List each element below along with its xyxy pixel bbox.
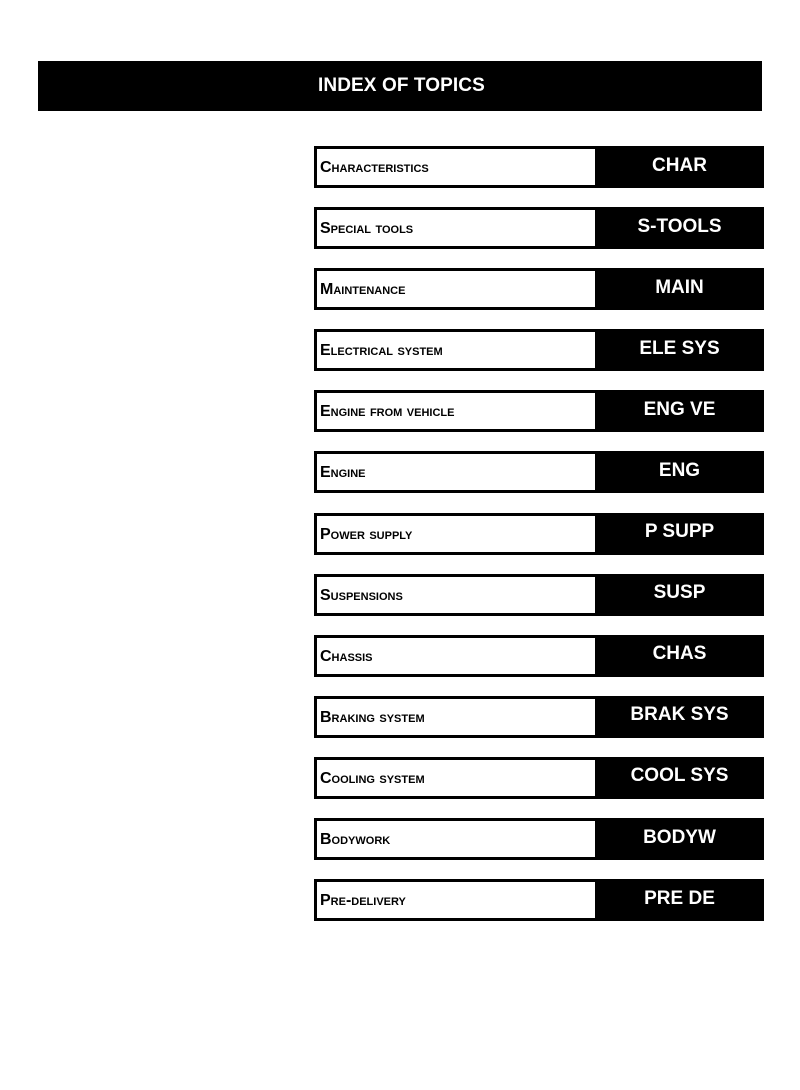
- topic-code-tab[interactable]: MAIN: [595, 268, 764, 310]
- topic-label: Pre-delivery: [314, 879, 595, 921]
- topic-code-tab[interactable]: COOL SYS: [595, 757, 764, 799]
- index-header-bar: [38, 61, 762, 111]
- topic-row-maintenance[interactable]: [314, 268, 764, 310]
- topic-label: Cooling system: [314, 757, 595, 799]
- topic-row-suspensions[interactable]: [314, 574, 764, 616]
- topic-row-braking-system[interactable]: [314, 696, 764, 738]
- topic-code-tab[interactable]: BODYW: [595, 818, 764, 860]
- topic-label: Electrical system: [314, 329, 595, 371]
- topic-label: Maintenance: [314, 268, 595, 310]
- topic-code-tab[interactable]: P SUPP: [595, 513, 764, 555]
- topic-label: Engine: [314, 451, 595, 493]
- topic-label: Braking system: [314, 696, 595, 738]
- topic-label: Bodywork: [314, 818, 595, 860]
- topic-label: Suspensions: [314, 574, 595, 616]
- topic-code-tab[interactable]: PRE DE: [595, 879, 764, 921]
- topic-code-tab[interactable]: BRAK SYS: [595, 696, 764, 738]
- topic-label: Engine from vehicle: [314, 390, 595, 432]
- topic-row-bodywork[interactable]: [314, 818, 764, 860]
- topic-code-tab[interactable]: CHAS: [595, 635, 764, 677]
- topic-label: Chassis: [314, 635, 595, 677]
- topic-label: Special tools: [314, 207, 595, 249]
- topic-code-tab[interactable]: CHAR: [595, 146, 764, 188]
- topic-label: Characteristics: [314, 146, 595, 188]
- topic-row-electrical-system[interactable]: [314, 329, 764, 371]
- topic-row-power-supply[interactable]: [314, 513, 764, 555]
- topic-label: Power supply: [314, 513, 595, 555]
- topic-row-cooling-system[interactable]: [314, 757, 764, 799]
- topic-code-tab[interactable]: SUSP: [595, 574, 764, 616]
- page-title: INDEX OF TOPICS: [318, 75, 485, 96]
- topic-index-list: [314, 146, 764, 940]
- topic-row-chassis[interactable]: [314, 635, 764, 677]
- topic-code-tab[interactable]: S-TOOLS: [595, 207, 764, 249]
- topic-row-engine[interactable]: [314, 451, 764, 493]
- topic-row-engine-from-vehicle[interactable]: [314, 390, 764, 432]
- topic-code-tab[interactable]: ENG: [595, 451, 764, 493]
- topic-row-characteristics[interactable]: [314, 146, 764, 188]
- topic-row-special-tools[interactable]: [314, 207, 764, 249]
- topic-code-tab[interactable]: ELE SYS: [595, 329, 764, 371]
- topic-row-pre-delivery[interactable]: [314, 879, 764, 921]
- topic-code-tab[interactable]: ENG VE: [595, 390, 764, 432]
